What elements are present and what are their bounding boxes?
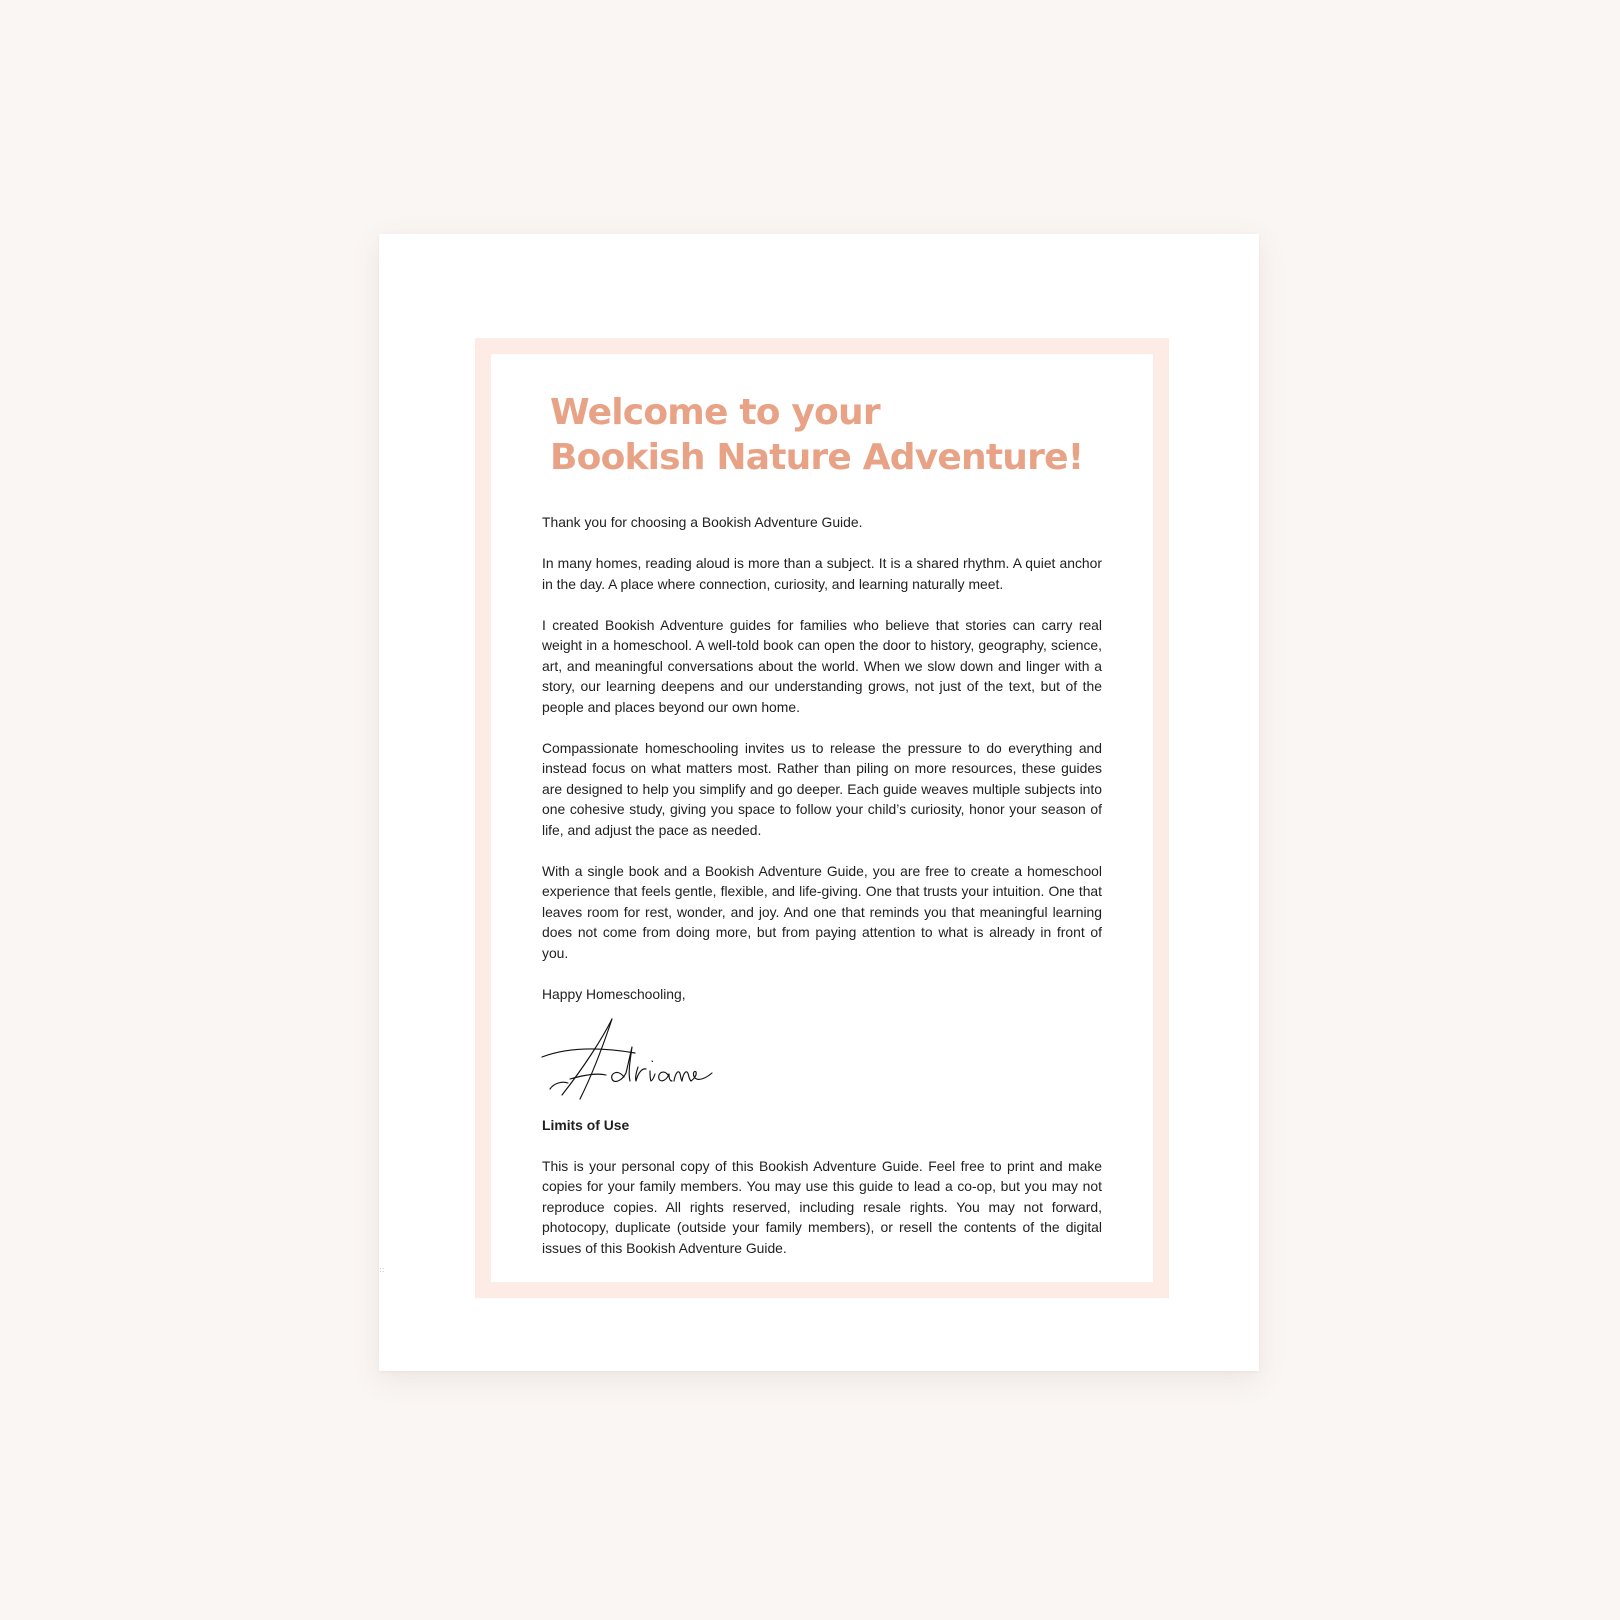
page-edge-mark: :: — [379, 1265, 385, 1274]
document-page — [379, 234, 1259, 1371]
signature-image — [540, 1017, 720, 1103]
title-line-1: Welcome to your — [550, 392, 880, 433]
paragraph-thank-you: Thank you for choosing a Bookish Adventure Guide. — [542, 514, 863, 530]
limits-of-use-text: This is your personal copy of this Bookish Adventure Guide. Feel free to print and make copies for your family members. You may use this guide to lead a co-op, but you may not reproduce copies. All rights reserved, including resale rights. You may not forward, photocopy, duplicate (outside your family members), or resell the contents of the digital issues of this Bookish Adventure Guide. — [542, 1157, 1102, 1256]
paragraph-single-book: With a single book and a Bookish Adventure Guide, you are free to create a homeschool experience that feels gentle, flexible, and life-giving. One that trusts your intuition. One that leaves room for rest, wonder, and joy. And one that reminds you that meaningful learning does not come from doing more, but from paying attention to what is already in front of you. — [542, 862, 1102, 961]
page-border-frame — [475, 338, 1169, 1298]
page-content-area — [491, 354, 1153, 1282]
title-line-2: Bookish Nature Adventure! — [550, 437, 1084, 478]
page-title — [550, 390, 1130, 480]
letter-body — [542, 512, 1102, 1258]
paragraph-compassionate-homeschooling: Compassionate homeschooling invites us to release the pressure to do everything and instead focus on what matters most. Rather than piling on more resources, these guides are designed to help you simplify and go deeper. Each guide weaves multiple subjects into one cohesive study, giving you space to follow your child’s curiosity, honor your season of life, and adjust the pace as needed. — [542, 739, 1102, 838]
paragraph-guides-purpose: I created Bookish Adventure guides for families who believe that stories can carry real weight in a homeschool. A well-told book can open the door to history, geography, science, art, and meaningful conversations about the world. When we slow down and linger with a story, our learning deepens and our understanding grows, not just of the text, but of the people and places beyond our own home. — [542, 616, 1102, 715]
closing-greeting: Happy Homeschooling, — [542, 985, 686, 1002]
paragraph-reading-aloud: In many homes, reading aloud is more than a subject. It is a shared rhythm. A quiet anchor in the day. A place where connection, curiosity, and learning naturally meet. — [542, 555, 1102, 592]
limits-of-use-heading: Limits of Use — [542, 1116, 630, 1133]
